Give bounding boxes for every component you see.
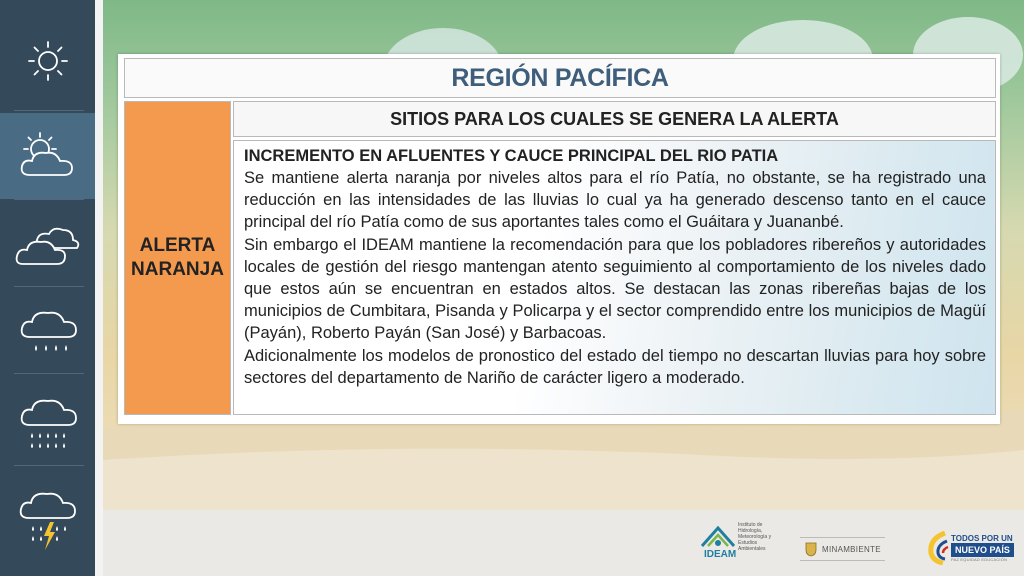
cloudy-icon: [13, 218, 83, 268]
ideam-logo: [700, 522, 784, 552]
thunderstorm-icon: [17, 488, 79, 554]
weather-sidebar: [0, 0, 95, 576]
nuevo-pais-logo: [927, 531, 1014, 565]
alert-paragraph-3: Adicionalmente los modelos de pronostico del estado del tiempo no descartan lluvias para hoy sobre sectores del departamento de Nariño de carácter ligero a moderado.: [244, 346, 986, 387]
nuevo-pais-line1: TODOS POR UN: [951, 534, 1013, 543]
light-rain-icon: [18, 303, 78, 359]
page-title: REGIÓN PACÍFICA: [451, 63, 669, 92]
sidebar-item-thunderstorm[interactable]: [0, 478, 95, 564]
ideam-name: IDEAM: [704, 549, 737, 560]
sidebar-item-partly-cloudy[interactable]: [0, 113, 95, 199]
sidebar-edge: [95, 0, 103, 576]
ideam-full-name: Instituto de Hidrología, Meteorología y Estudios Ambientales: [738, 522, 772, 552]
sidebar-item-sunny[interactable]: [0, 18, 95, 104]
sun-icon: [25, 38, 71, 84]
sidebar-divider: [14, 110, 84, 111]
heavy-rain-icon: [18, 395, 78, 457]
partly-cloudy-icon: [16, 131, 80, 181]
sidebar-divider: [14, 373, 84, 374]
sidebar-item-light-rain[interactable]: [0, 288, 95, 374]
sites-header: [233, 101, 996, 137]
sidebar-divider: [14, 286, 84, 287]
nuevo-pais-tagline: PAZ EQUIDAD EDUCACIÓN: [951, 557, 1008, 562]
alert-heading: INCREMENTO EN AFLUENTES Y CAUCE PRINCIPAL DEL RIO PATIA: [244, 147, 779, 165]
alert-description: [233, 140, 996, 415]
colombia-shield-icon: [804, 541, 818, 557]
alert-paragraph-1: Se mantiene alerta naranja por niveles altos para el río Patía, no obstante, se ha registrado una reducción en las intensidades de las lluvias lo cual ya ha generado descenso tanto en el cauce principal del río Patía como de sus aportantes tales como el Guáitara y Juananbé.: [244, 169, 986, 232]
minambiente-logo: [800, 537, 885, 561]
colombia-flag-swoosh-icon: [927, 531, 949, 565]
alert-paragraph-2: Sin embargo el IDEAM mantiene la recomendación para que los pobladores ribereños y autoridades locales de gestión del riesgo mantengan atento seguimiento al comportamiento de los niveles dado que estos aún se encuentran en estados altos. Se destacan las zonas ribereñas bajas de los municipios de Cumbitara, Pisanda y Policarpa y el sector comprendido entre los municipios de Magüí (Payán), Roberto Payán (San José) y Barbacoas.: [244, 235, 986, 343]
sidebar-item-heavy-rain[interactable]: [0, 383, 95, 469]
region-title-row: [124, 58, 996, 98]
sidebar-item-cloudy[interactable]: [0, 200, 95, 286]
sidebar-divider: [14, 465, 84, 466]
nuevo-pais-line2: NUEVO PAÍS: [951, 543, 1014, 557]
minambiente-label: MINAMBIENTE: [822, 544, 881, 554]
alert-level-cell: [124, 101, 231, 415]
footer-bar: [103, 510, 1024, 576]
alert-level-label: ALERTA NARANJA: [131, 235, 224, 280]
sites-header-label: SITIOS PARA LOS CUALES SE GENERA LA ALERTA: [390, 108, 839, 129]
alert-panel: [118, 54, 1000, 424]
ideam-emblem-icon: [700, 524, 736, 550]
